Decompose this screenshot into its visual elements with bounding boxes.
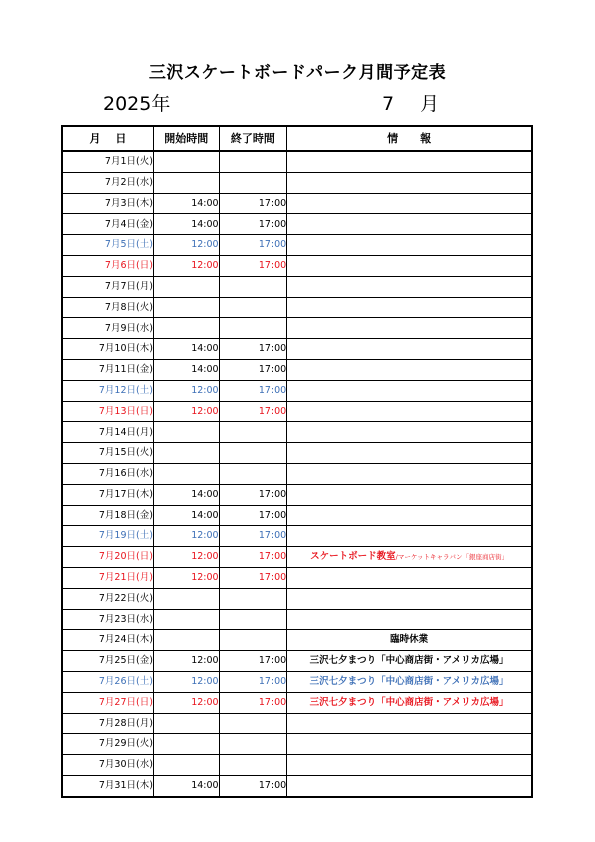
info-cell [287,755,532,776]
table-row [62,318,532,339]
info-cell [287,547,532,568]
info-text: 三沢七夕まつり「中心商店街・アメリカ広場」 [309,696,509,708]
end-time-cell [219,151,287,172]
start-time-cell: 12:00 [153,671,219,692]
date-cell: 7月21日(月) [62,567,153,588]
start-time-cell [153,588,219,609]
table-row [62,547,532,568]
date-cell: 7月13日(日) [62,401,153,422]
date-cell: 7月20日(日) [62,547,153,568]
info-subtext: /マーケットキャラバン「銀座商店街」 [395,553,509,562]
table-row [62,505,532,526]
start-time-cell [153,713,219,734]
start-time-cell [153,734,219,755]
info-cell [287,172,532,193]
start-time-cell [153,609,219,630]
date-cell: 7月25日(金) [62,651,153,672]
start-time-cell [153,443,219,464]
date-cell: 7月18日(金) [62,505,153,526]
end-time-cell [219,276,287,297]
info-cell [287,380,532,401]
date-cell: 7月8日(火) [62,297,153,318]
date-cell: 7月14日(月) [62,422,153,443]
end-time-cell: 17:00 [219,255,287,276]
info-cell [287,651,532,672]
info-cell [287,193,532,214]
date-cell: 7月3日(木) [62,193,153,214]
start-time-cell: 12:00 [153,255,219,276]
table-row [62,692,532,713]
info-cell [287,276,532,297]
info-cell [287,505,532,526]
info-cell [287,359,532,380]
schedule-table [61,125,533,798]
info-cell [287,151,532,172]
start-time-cell: 12:00 [153,380,219,401]
start-time-cell: 14:00 [153,484,219,505]
header-end-time: 終了時間 [219,126,287,151]
header-start-time: 開始時間 [153,126,219,151]
date-cell: 7月24日(木) [62,630,153,651]
end-time-cell: 17:00 [219,235,287,256]
table-row [62,671,532,692]
info-cell [287,526,532,547]
table-row [62,443,532,464]
year-label: 2025年 [103,93,171,115]
info-cell [287,463,532,484]
table-row [62,651,532,672]
end-time-cell: 17:00 [219,671,287,692]
end-time-cell [219,318,287,339]
date-cell: 7月26日(土) [62,671,153,692]
date-cell: 7月19日(土) [62,526,153,547]
start-time-cell [153,463,219,484]
info-cell [287,775,532,796]
end-time-cell: 17:00 [219,775,287,796]
info-cell [287,401,532,422]
table-row [62,255,532,276]
date-cell: 7月4日(金) [62,214,153,235]
end-time-cell: 17:00 [219,567,287,588]
end-time-cell [219,443,287,464]
end-time-cell [219,755,287,776]
date-cell: 7月12日(土) [62,380,153,401]
month-number: 7 [382,93,395,115]
start-time-cell: 12:00 [153,401,219,422]
info-cell [287,713,532,734]
info-cell [287,214,532,235]
date-cell: 7月23日(水) [62,609,153,630]
end-time-cell: 17:00 [219,339,287,360]
table-row [62,339,532,360]
end-time-cell: 17:00 [219,651,287,672]
end-time-cell [219,172,287,193]
date-cell: 7月22日(火) [62,588,153,609]
start-time-cell [153,422,219,443]
table-row [62,172,532,193]
month-suffix: 月 [420,93,440,115]
date-cell: 7月7日(月) [62,276,153,297]
date-cell: 7月31日(木) [62,775,153,796]
date-cell: 7月30日(水) [62,755,153,776]
info-cell [287,609,532,630]
date-cell: 7月9日(水) [62,318,153,339]
table-row [62,713,532,734]
table-row [62,588,532,609]
start-time-cell: 12:00 [153,692,219,713]
info-cell [287,567,532,588]
end-time-cell [219,588,287,609]
end-time-cell: 17:00 [219,380,287,401]
start-time-cell: 14:00 [153,775,219,796]
info-cell [287,443,532,464]
end-time-cell [219,422,287,443]
table-row [62,193,532,214]
end-time-cell [219,734,287,755]
date-cell: 7月10日(木) [62,339,153,360]
end-time-cell: 17:00 [219,547,287,568]
start-time-cell: 12:00 [153,526,219,547]
start-time-cell: 12:00 [153,235,219,256]
table-row [62,484,532,505]
date-cell: 7月17日(木) [62,484,153,505]
end-time-cell [219,297,287,318]
end-time-cell [219,630,287,651]
info-cell [287,297,532,318]
info-text: 三沢七夕まつり「中心商店街・アメリカ広場」 [309,676,509,688]
start-time-cell: 14:00 [153,339,219,360]
start-time-cell: 14:00 [153,505,219,526]
date-cell: 7月28日(月) [62,713,153,734]
table-row [62,755,532,776]
info-cell [287,318,532,339]
date-cell: 7月1日(火) [62,151,153,172]
table-row [62,214,532,235]
info-cell [287,484,532,505]
table-row [62,401,532,422]
end-time-cell: 17:00 [219,401,287,422]
info-cell [287,422,532,443]
table-row [62,567,532,588]
table-row [62,422,532,443]
table-row [62,276,532,297]
table-row [62,775,532,796]
date-cell: 7月27日(日) [62,692,153,713]
page-title: 三沢スケートボードパーク月間予定表 [148,63,447,83]
info-cell [287,255,532,276]
info-text: 臨時休業 [390,634,429,646]
table-row [62,734,532,755]
info-text: スケートボード教室 [310,551,396,563]
start-time-cell [153,172,219,193]
date-cell: 7月5日(土) [62,235,153,256]
start-time-cell: 14:00 [153,193,219,214]
table-row [62,151,532,172]
start-time-cell [153,630,219,651]
table-row [62,235,532,256]
start-time-cell [153,297,219,318]
start-time-cell: 14:00 [153,359,219,380]
header-date: 月 日 [62,126,153,151]
table-row [62,380,532,401]
date-cell: 7月11日(金) [62,359,153,380]
end-time-cell [219,713,287,734]
start-time-cell: 14:00 [153,214,219,235]
month-label [382,89,439,116]
end-time-cell: 17:00 [219,193,287,214]
end-time-cell: 17:00 [219,505,287,526]
end-time-cell: 17:00 [219,484,287,505]
date-cell: 7月2日(水) [62,172,153,193]
start-time-cell [153,151,219,172]
info-text: 三沢七夕まつり「中心商店街・アメリカ広場」 [309,655,509,667]
table-row [62,463,532,484]
table-header-row [62,126,532,151]
info-cell [287,692,532,713]
info-cell [287,734,532,755]
table-row [62,609,532,630]
end-time-cell: 17:00 [219,214,287,235]
info-cell [287,235,532,256]
start-time-cell [153,318,219,339]
info-cell [287,630,532,651]
table-row [62,359,532,380]
end-time-cell: 17:00 [219,692,287,713]
info-cell [287,339,532,360]
table-row [62,630,532,651]
start-time-cell: 12:00 [153,651,219,672]
start-time-cell [153,755,219,776]
end-time-cell [219,609,287,630]
end-time-cell: 17:00 [219,359,287,380]
start-time-cell: 12:00 [153,567,219,588]
date-cell: 7月15日(火) [62,443,153,464]
schedule-body [62,151,532,797]
table-row [62,526,532,547]
table-row [62,297,532,318]
start-time-cell [153,276,219,297]
date-cell: 7月29日(火) [62,734,153,755]
info-cell [287,671,532,692]
date-cell: 7月6日(日) [62,255,153,276]
start-time-cell: 12:00 [153,547,219,568]
date-cell: 7月16日(水) [62,463,153,484]
end-time-cell [219,463,287,484]
end-time-cell: 17:00 [219,526,287,547]
info-cell [287,588,532,609]
header-info: 情 報 [287,126,532,151]
